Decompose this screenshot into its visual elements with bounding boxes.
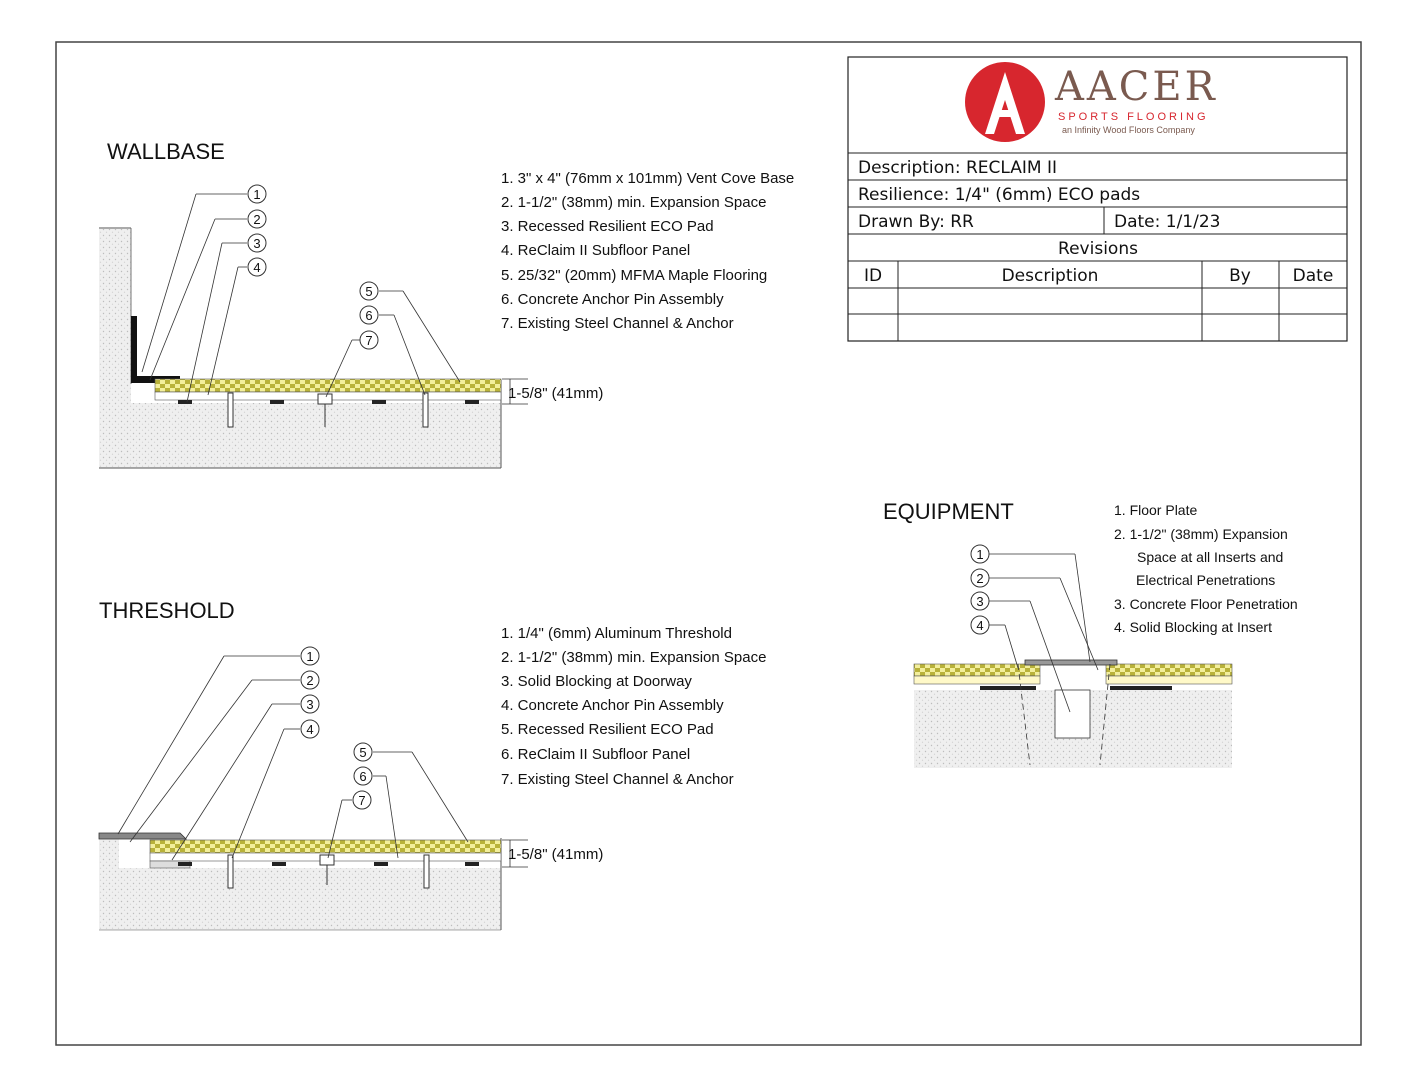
threshold-dimension: 1-5/8" (41mm) (508, 846, 604, 863)
logo-tagline: an Infinity Wood Floors Company (1062, 125, 1195, 135)
wallbase-callout-5: 5 (365, 284, 373, 299)
threshold-callout-6: 6 (359, 769, 367, 784)
wallbase-notes (501, 170, 794, 332)
threshold-title: THRESHOLD (99, 598, 235, 623)
equipment-callout-2: 2 (976, 571, 984, 586)
threshold-callout-5: 5 (359, 745, 367, 760)
aacer-logo (965, 62, 1218, 142)
threshold-callout-2: 2 (306, 673, 314, 688)
equipment-callouts (971, 545, 989, 634)
threshold-note-7: 7. Existing Steel Channel & Anchor (501, 771, 734, 788)
wallbase-note-3: 3. Recessed Resilient ECO Pad (501, 218, 714, 235)
wallbase-wall (99, 229, 131, 403)
threshold-leaders (118, 656, 468, 860)
equipment-maple-left (914, 664, 1040, 676)
date-field: Date: 1/1/23 (1114, 212, 1221, 232)
wallbase-note-6: 6. Concrete Anchor Pin Assembly (501, 291, 724, 308)
wallbase-note-5: 5. 25/32" (20mm) MFMA Maple Flooring (501, 267, 768, 284)
threshold-note-1: 1. 1/4" (6mm) Aluminum Threshold (501, 625, 732, 642)
equipment-eco-pads (980, 686, 1172, 690)
revision-header-id: ID (863, 266, 883, 286)
drawn-by-field: Drawn By: RR (858, 212, 974, 232)
concrete-floor-penetration (1055, 690, 1090, 738)
wallbase-callout-1: 1 (253, 187, 261, 202)
wallbase-note-4: 4. ReClaim II Subfloor Panel (501, 242, 691, 259)
wallbase-callouts (248, 185, 378, 349)
threshold-callout-4: 4 (306, 722, 314, 737)
threshold-callout-7: 7 (358, 793, 366, 808)
threshold-detail (99, 598, 766, 930)
equipment-note-1: 1. Floor Plate (1114, 502, 1198, 518)
wallbase-maple-flooring (155, 379, 501, 392)
wallbase-note-2: 2. 1-1/2" (38mm) min. Expansion Space (501, 194, 767, 211)
equipment-note-2b: Space at all Inserts and (1137, 549, 1284, 565)
wallbase-detail (99, 139, 794, 468)
equipment-note-2c: Electrical Penetrations (1136, 572, 1276, 588)
description-field: Description: RECLAIM II (858, 158, 1057, 178)
equipment-notes (1114, 502, 1298, 635)
threshold-note-5: 5. Recessed Resilient ECO Pad (501, 721, 714, 738)
threshold-notes (501, 625, 766, 788)
equipment-detail (883, 499, 1298, 768)
wallbase-callout-6: 6 (365, 308, 373, 323)
wallbase-title: WALLBASE (107, 139, 225, 164)
equipment-maple-right (1106, 664, 1232, 676)
threshold-maple-flooring (150, 840, 501, 853)
vent-cove-base (131, 316, 180, 383)
aluminum-threshold (99, 833, 186, 839)
wallbase-leaders (142, 194, 460, 402)
equipment-callout-3: 3 (976, 594, 984, 609)
threshold-callout-3: 3 (306, 697, 314, 712)
revisions-title: Revisions (1058, 239, 1138, 259)
equipment-callout-1: 1 (976, 547, 984, 562)
threshold-note-2: 2. 1-1/2" (38mm) min. Expansion Space (501, 649, 767, 666)
resilience-field: Resilience: 1/4" (6mm) ECO pads (858, 185, 1141, 205)
wallbase-callout-3: 3 (253, 236, 261, 251)
equipment-note-2: 2. 1-1/2" (38mm) Expansion (1114, 526, 1288, 542)
wallbase-note-7: 7. Existing Steel Channel & Anchor (501, 315, 734, 332)
equipment-callout-4: 4 (976, 618, 984, 633)
equipment-note-4: 4. Solid Blocking at Insert (1114, 619, 1272, 635)
revision-header-description: Description (1001, 266, 1099, 286)
wallbase-concrete-slab (99, 403, 501, 468)
equipment-note-3: 3. Concrete Floor Penetration (1114, 596, 1298, 612)
wallbase-callout-7: 7 (365, 333, 373, 348)
equipment-title: EQUIPMENT (883, 499, 1014, 524)
revision-header-date: Date (1292, 266, 1334, 286)
logo-text: AACER (1055, 64, 1218, 110)
threshold-note-4: 4. Concrete Anchor Pin Assembly (501, 697, 724, 714)
floor-plate (1025, 660, 1117, 665)
threshold-note-3: 3. Solid Blocking at Doorway (501, 673, 692, 690)
wallbase-note-1: 1. 3" x 4" (76mm x 101mm) Vent Cove Base (501, 170, 795, 187)
revision-header-by: By (1229, 266, 1251, 286)
threshold-callout-1: 1 (306, 649, 314, 664)
wallbase-dimension: 1-5/8" (41mm) (508, 385, 604, 402)
threshold-note-6: 6. ReClaim II Subfloor Panel (501, 746, 691, 763)
threshold-concrete-slab (99, 868, 501, 930)
title-block (848, 57, 1347, 341)
logo-subtitle: SPORTS FLOORING (1058, 111, 1209, 123)
wallbase-callout-2: 2 (253, 212, 261, 227)
threshold-callouts (301, 647, 372, 809)
wallbase-callout-4: 4 (253, 260, 261, 275)
